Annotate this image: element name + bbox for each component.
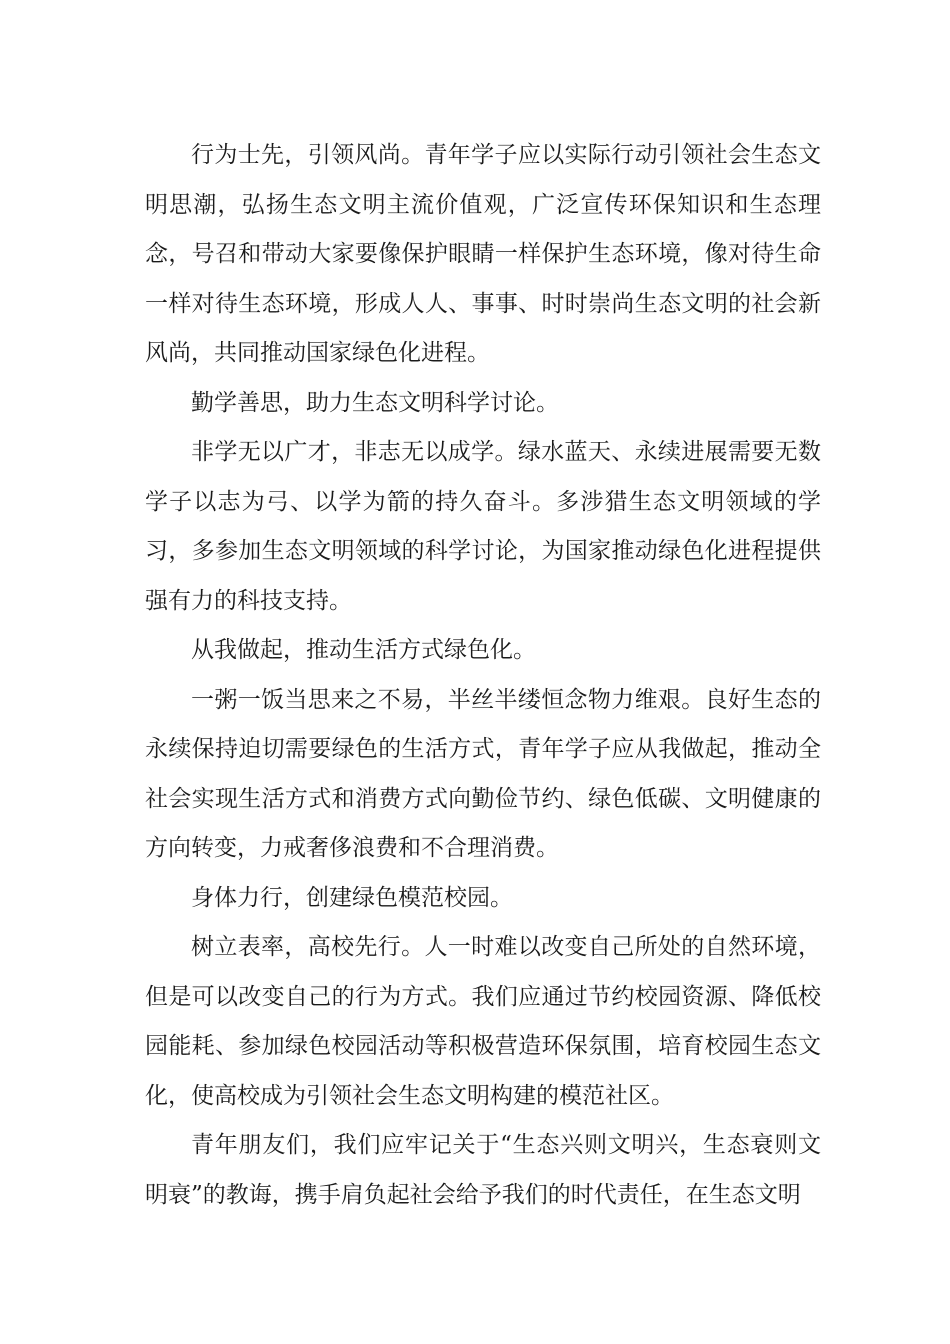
paragraph-5: 一粥一饭当思来之不易，半丝半缕恒念物力维艰。良好生态的永续保持迫切需要绿色的生活方式，青年学子应从我做起，推动全社会实现生活方式和消费方式向勤俭节约、绿色低碳、文明健康的方向转变，力戒奢侈浪费和不合理消费。 <box>145 686 821 861</box>
paragraph-2-heading: 勤学善思，助力生态文明科学讨论。 <box>191 389 559 416</box>
paragraph-7: 树立表率，高校先行。人一时难以改变自己所处的自然环境，但是可以改变自己的行为方式。我们应通过节约校园资源、降低校园能耗、参加绿色校园活动等积极营造环保氛围，培育校园生态文化，使高校成为引领社会生态文明构建的模范社区。 <box>145 934 821 1109</box>
paragraph-4-heading: 从我做起，推动生活方式绿色化。 <box>191 637 536 663</box>
paragraph-3: 非学无以广才，非志无以成学。绿水蓝天、永续进展需要无数学子以志为弓、以学为箭的持久奋斗。多涉猎生态文明领域的学习，多参加生态文明领域的科学讨论，为国家推动绿色化进程提供强有力的科技支持。 <box>145 439 821 614</box>
paragraph-8: 青年朋友们，我们应牢记关于“生态兴则文明兴，生态衰则文明衰”的教诲，携手肩负起社会给予我们的时代责任，在生态文明 <box>145 1132 821 1208</box>
document-body <box>145 131 821 1220</box>
paragraph-1: 行为士先，引领风尚。青年学子应以实际行动引领社会生态文明思潮，弘扬生态文明主流价值观，广泛宣传环保知识和生态理念，号召和带动大家要像保护眼睛一样保护生态环境，像对待生命一样对待生态环境，形成人人、事事、时时崇尚生态文明的社会新风尚，共同推动国家绿色化进程。 <box>145 142 821 366</box>
paragraph-6-heading: 身体力行，创建绿色模范校园。 <box>191 884 513 911</box>
